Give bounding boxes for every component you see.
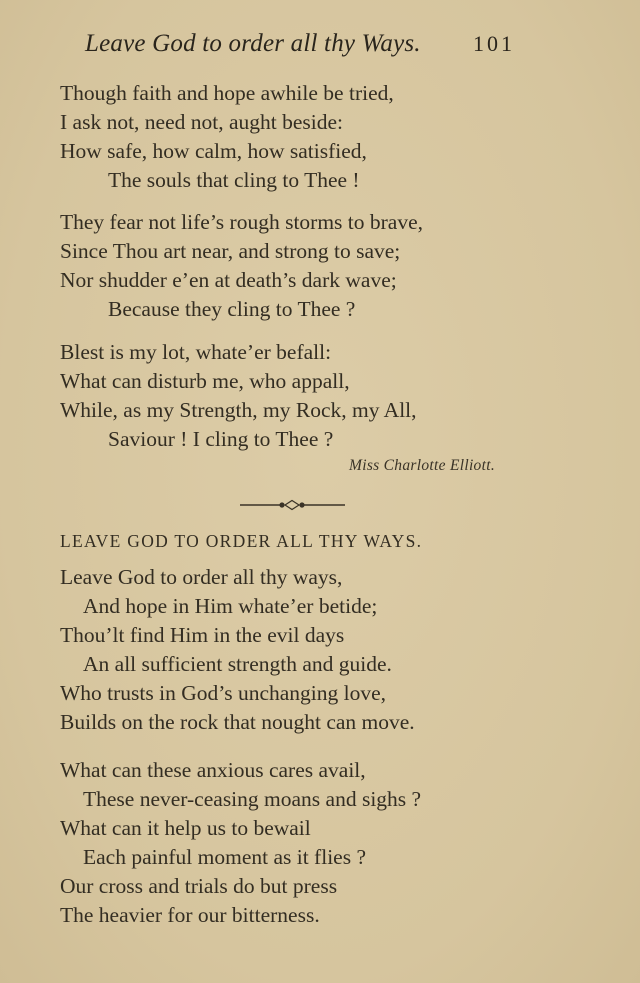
verse-line: How safe, how calm, how satisfied,: [60, 139, 367, 163]
verse-line: Saviour ! I cling to Thee ?: [108, 427, 334, 451]
verse-line: While, as my Strength, my Rock, my All,: [60, 398, 417, 422]
verse-line: An all sufficient strength and guide.: [83, 652, 392, 676]
running-title: Leave God to order all thy Ways.: [85, 30, 421, 57]
verse-line: They fear not life’s rough storms to brave,: [60, 210, 424, 234]
verse-line: Each painful moment as it flies ?: [83, 845, 366, 869]
verse-line: Thou’lt find Him in the evil days: [60, 623, 345, 647]
verse-line: What can it help us to bewail: [60, 816, 311, 840]
ornamental-rule-icon: [240, 498, 345, 512]
verse-line: And hope in Him whate’er betide;: [83, 594, 378, 618]
verse-line: Our cross and trials do but press: [60, 874, 338, 898]
verse-line: Blest is my lot, whate’er befall:: [60, 340, 332, 364]
verse-line: Because they cling to Thee ?: [108, 297, 356, 321]
verse-line: What can these anxious cares avail,: [60, 758, 366, 782]
running-head: [85, 30, 515, 58]
verse-line: Since Thou art near, and strong to save;: [60, 239, 401, 263]
verse-line: I ask not, need not, aught beside:: [60, 110, 344, 134]
verse-line: The souls that cling to Thee !: [108, 168, 360, 192]
verse-line: Who trusts in God’s unchanging love,: [60, 681, 387, 705]
verse-line: Leave God to order all thy ways,: [60, 565, 343, 589]
poem-title: LEAVE GOD TO ORDER ALL THY WAYS.: [60, 531, 423, 551]
author-attribution: Miss Charlotte Elliott.: [349, 457, 495, 474]
verse-line: Builds on the rock that nought can move.: [60, 710, 415, 734]
verse-line: What can disturb me, who appall,: [60, 369, 350, 393]
verse-line: These never-ceasing moans and sighs ?: [83, 787, 422, 811]
verse-line: Nor shudder e’en at death’s dark wave;: [60, 268, 397, 292]
verse-line: The heavier for our bitterness.: [60, 903, 320, 927]
verse-line: Though faith and hope awhile be tried,: [60, 81, 394, 105]
page-number: 101: [473, 31, 515, 56]
